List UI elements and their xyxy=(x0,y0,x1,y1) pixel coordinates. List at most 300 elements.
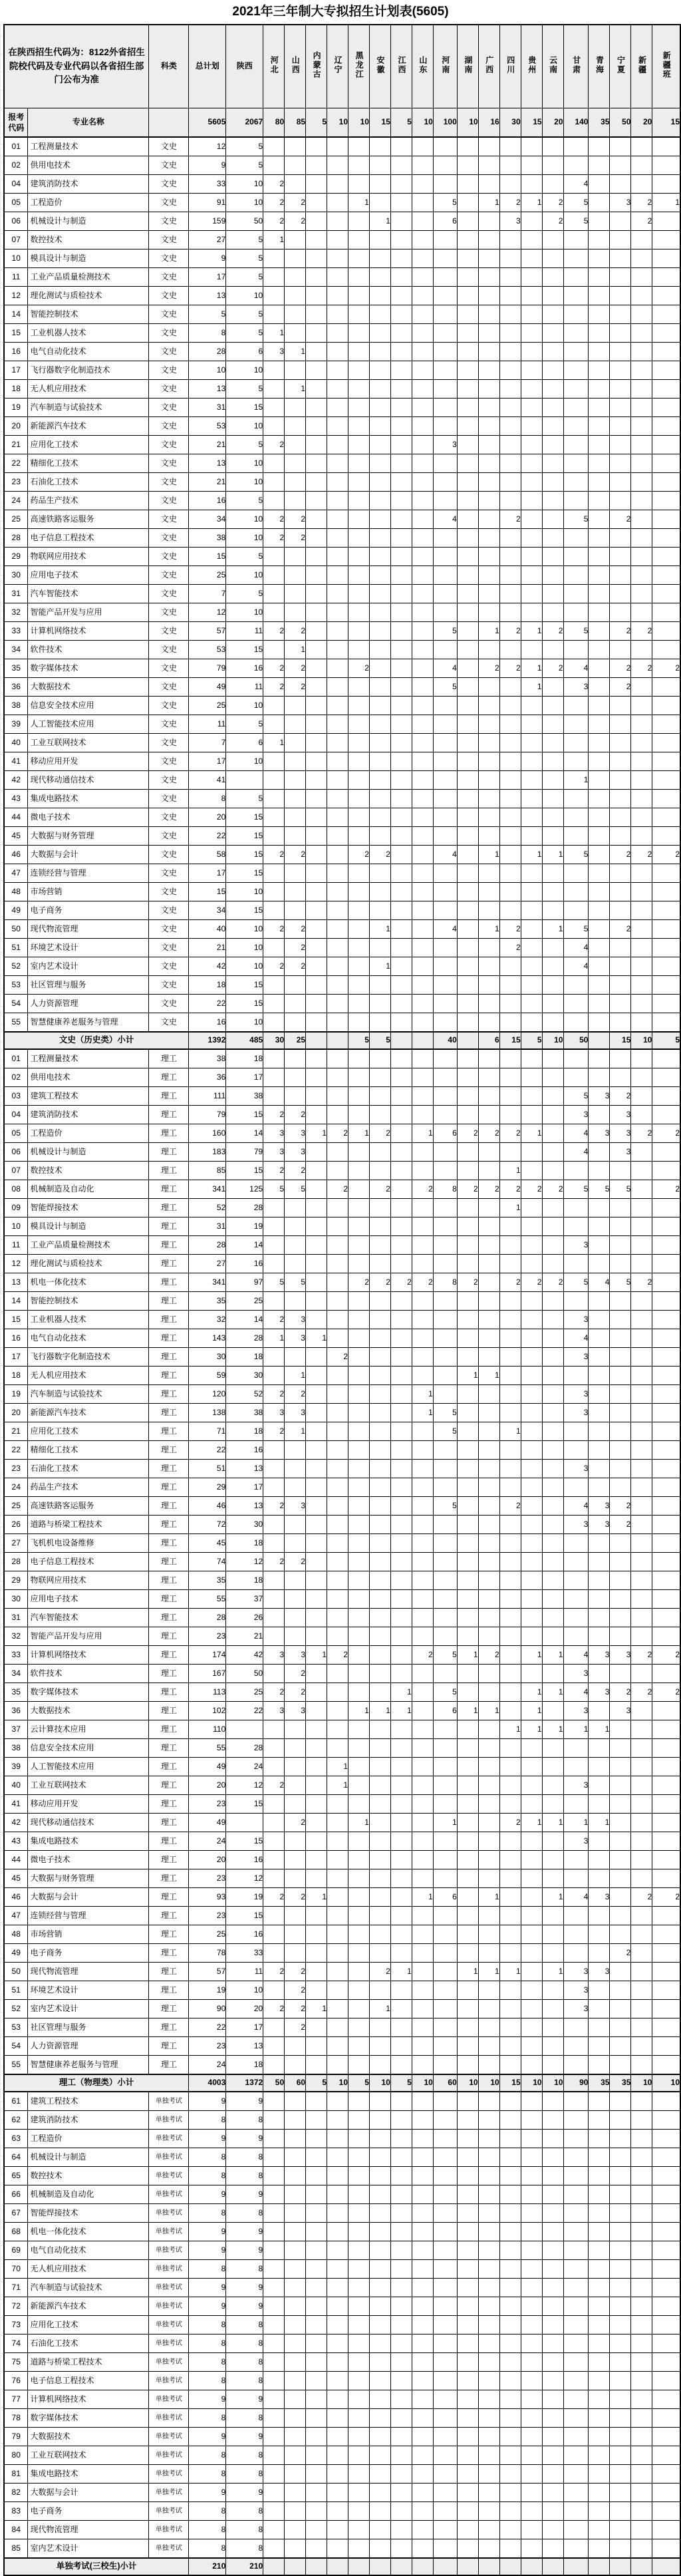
province-cell xyxy=(390,1907,412,1925)
province-cell xyxy=(327,2111,348,2130)
table-row xyxy=(4,1851,680,1869)
code-cell: 83 xyxy=(4,2502,28,2521)
province-cell: 1 xyxy=(589,1720,610,1739)
shaanxi-cell: 10 xyxy=(226,752,263,771)
province-cell xyxy=(412,939,433,957)
province-cell xyxy=(327,1907,348,1925)
province-cell xyxy=(263,2539,285,2559)
province-cell xyxy=(478,2446,499,2465)
province-cell xyxy=(369,883,390,901)
province-cell xyxy=(263,2279,285,2297)
major-cell: 移动应用开发 xyxy=(28,752,149,771)
province-cell xyxy=(327,1534,348,1553)
province-cell xyxy=(499,137,521,156)
province-cell xyxy=(369,1329,390,1348)
province-cell xyxy=(478,734,499,752)
province-cell xyxy=(563,715,589,734)
province-cell xyxy=(652,1255,680,1273)
province-cell xyxy=(478,2130,499,2148)
major-cell: 应用电子技术 xyxy=(28,566,149,585)
total-cell: 143 xyxy=(189,1329,226,1348)
category-cell: 理工 xyxy=(149,1534,189,1553)
province-cell xyxy=(521,2204,542,2223)
province-cell xyxy=(390,212,412,231)
province-cell xyxy=(457,585,478,603)
total-cell: 5 xyxy=(189,305,226,324)
province-cell xyxy=(631,1106,652,1124)
province-cell: 3 xyxy=(285,1311,306,1329)
province-header xyxy=(306,25,327,108)
major-cell: 模具设计与制造 xyxy=(28,249,149,268)
province-cell xyxy=(433,827,457,846)
province-cell xyxy=(306,1273,327,1292)
province-cell xyxy=(589,2353,610,2372)
province-cell: 3 xyxy=(589,1516,610,1534)
province-cell xyxy=(652,249,680,268)
province-cell xyxy=(563,343,589,361)
province-cell xyxy=(610,901,631,920)
province-cell xyxy=(631,2484,652,2502)
table-row xyxy=(4,2428,680,2446)
subtotal-province-cell: 30 xyxy=(263,1032,285,1049)
province-cell xyxy=(412,1106,433,1124)
province-cell xyxy=(457,883,478,901)
major-cell: 数字媒体技术 xyxy=(28,2409,149,2428)
province-cell xyxy=(499,1627,521,1646)
province-cell xyxy=(348,2484,370,2502)
province-cell xyxy=(263,976,285,995)
province-cell xyxy=(521,1348,542,1367)
province-cell xyxy=(306,1981,327,2000)
province-cell xyxy=(390,1609,412,1627)
province-cell xyxy=(542,1665,563,1683)
province-cell xyxy=(433,1292,457,1311)
province-cell xyxy=(412,361,433,380)
province-cell xyxy=(285,1348,306,1367)
province-cell: 2 xyxy=(369,1124,390,1143)
province-cell xyxy=(521,2130,542,2148)
code-cell: 41 xyxy=(4,752,28,771)
province-cell xyxy=(499,268,521,287)
province-cell xyxy=(306,2223,327,2241)
province-cell xyxy=(433,2037,457,2056)
shaanxi-cell: 16 xyxy=(226,1851,263,1869)
province-cell xyxy=(478,1143,499,1162)
province-cell xyxy=(631,343,652,361)
province-cell xyxy=(563,1739,589,1758)
major-cell: 高速铁路客运服务 xyxy=(28,1497,149,1516)
province-cell xyxy=(412,2316,433,2334)
province-header-label: 四川 xyxy=(505,56,515,75)
province-cell xyxy=(263,2297,285,2316)
province-header xyxy=(652,25,680,108)
province-cell xyxy=(369,1609,390,1627)
province-cell xyxy=(390,1590,412,1609)
province-cell xyxy=(369,1404,390,1422)
province-cell: 1 xyxy=(348,1124,370,1143)
table-row xyxy=(4,1925,680,1944)
province-cell xyxy=(263,268,285,287)
province-cell xyxy=(521,1236,542,1255)
province-cell xyxy=(589,2000,610,2018)
province-cell xyxy=(369,1478,390,1497)
province-cell xyxy=(348,380,370,399)
province-cell xyxy=(327,1553,348,1571)
province-cell xyxy=(457,1087,478,1106)
province-cell xyxy=(521,995,542,1013)
province-cell xyxy=(589,1143,610,1162)
province-cell xyxy=(542,1106,563,1124)
province-cell xyxy=(327,194,348,212)
province-cell xyxy=(499,771,521,790)
province-cell: 2 xyxy=(263,659,285,678)
province-cell xyxy=(327,2372,348,2390)
province-cell xyxy=(652,2037,680,2056)
province-cell xyxy=(652,2000,680,2018)
province-cell xyxy=(652,939,680,957)
province-cell xyxy=(348,641,370,659)
province-cell xyxy=(521,1497,542,1516)
province-cell xyxy=(542,864,563,883)
major-cell: 无人机应用技术 xyxy=(28,2260,149,2279)
province-cell xyxy=(478,156,499,175)
province-cell xyxy=(390,2409,412,2428)
major-cell: 现代移动通信技术 xyxy=(28,771,149,790)
province-cell xyxy=(499,827,521,846)
province-cell xyxy=(285,771,306,790)
table-row xyxy=(4,1888,680,1907)
province-cell xyxy=(412,2484,433,2502)
province-cell xyxy=(542,2465,563,2484)
province-cell: 2 xyxy=(610,1683,631,1702)
table-row xyxy=(4,212,680,231)
province-cell xyxy=(478,473,499,492)
province-cell: 1 xyxy=(521,1814,542,1832)
major-cell: 汽车制造与试验技术 xyxy=(28,399,149,417)
subtotal-shaanxi-cell: 485 xyxy=(226,1032,263,1049)
province-cell xyxy=(652,1441,680,1460)
shaanxi-cell: 5 xyxy=(226,324,263,343)
province-cell xyxy=(652,1516,680,1534)
province-cell xyxy=(412,1460,433,1478)
major-cell: 人工智能技术应用 xyxy=(28,715,149,734)
province-cell xyxy=(285,1627,306,1646)
province-cell xyxy=(306,175,327,194)
province-cell xyxy=(478,454,499,473)
province-cell xyxy=(652,1348,680,1367)
province-cell xyxy=(306,473,327,492)
category-cell: 文史 xyxy=(149,864,189,883)
table-body xyxy=(4,137,680,2575)
province-cell xyxy=(263,2446,285,2465)
province-cell xyxy=(542,1478,563,1497)
province-cell xyxy=(433,2390,457,2409)
province-cell xyxy=(390,361,412,380)
province-cell: 1 xyxy=(306,1646,327,1665)
table-row xyxy=(4,2521,680,2539)
province-cell xyxy=(306,1367,327,1385)
code-cell: 36 xyxy=(4,678,28,697)
province-cell xyxy=(306,417,327,436)
table-row xyxy=(4,1907,680,1925)
province-cell xyxy=(631,2428,652,2446)
province-cell xyxy=(589,1236,610,1255)
total-cell: 31 xyxy=(189,1217,226,1236)
total-cell: 55 xyxy=(189,1739,226,1758)
subtotal-province-cell xyxy=(263,2558,285,2575)
province-cell xyxy=(589,1739,610,1758)
province-cell xyxy=(589,566,610,585)
province-cell xyxy=(542,1516,563,1534)
province-cell xyxy=(631,1702,652,1720)
table-row xyxy=(4,343,680,361)
province-cell: 2 xyxy=(457,1180,478,1199)
province-cell xyxy=(652,585,680,603)
total-cell: 78 xyxy=(189,1944,226,1963)
code-cell: 10 xyxy=(4,1217,28,1236)
province-cell xyxy=(412,901,433,920)
province-cell xyxy=(589,752,610,771)
province-cell xyxy=(263,1627,285,1646)
province-cell xyxy=(631,1795,652,1814)
province-cell xyxy=(390,1124,412,1143)
province-cell xyxy=(369,1869,390,1888)
code-cell: 43 xyxy=(4,790,28,808)
province-cell xyxy=(542,1571,563,1590)
shaanxi-cell: 18 xyxy=(226,1571,263,1590)
province-cell xyxy=(263,2521,285,2539)
page-title: 2021年三年制大专拟招生计划表(5605) xyxy=(232,5,449,19)
province-cell xyxy=(610,1367,631,1385)
province-cell xyxy=(542,585,563,603)
subtotal-province-cell xyxy=(631,2558,652,2575)
province-cell xyxy=(542,1869,563,1888)
province-cell xyxy=(285,1925,306,1944)
province-cell xyxy=(369,1795,390,1814)
province-cell xyxy=(369,268,390,287)
province-cell xyxy=(306,2484,327,2502)
province-cell xyxy=(263,2092,285,2111)
province-cell xyxy=(306,2185,327,2204)
province-cell xyxy=(499,846,521,864)
province-cell xyxy=(348,1478,370,1497)
province-cell xyxy=(327,343,348,361)
code-cell: 15 xyxy=(4,1311,28,1329)
province-cell xyxy=(390,827,412,846)
province-cell xyxy=(327,1702,348,1720)
province-cell xyxy=(610,1553,631,1571)
subtotal-province-cell: 50 xyxy=(263,2074,285,2092)
category-cell: 文史 xyxy=(149,697,189,715)
shaanxi-cell: 5 xyxy=(226,231,263,249)
category-cell: 理工 xyxy=(149,1068,189,1087)
province-cell xyxy=(327,2484,348,2502)
province-cell xyxy=(631,2148,652,2167)
province-cell xyxy=(521,1441,542,1460)
category-cell: 文史 xyxy=(149,678,189,697)
province-cell xyxy=(285,1795,306,1814)
total-cell: 20 xyxy=(189,808,226,827)
category-cell: 文史 xyxy=(149,492,189,510)
province-cell xyxy=(348,417,370,436)
province-cell xyxy=(457,361,478,380)
province-cell xyxy=(412,324,433,343)
province-cell xyxy=(390,1869,412,1888)
province-cell xyxy=(589,622,610,641)
province-cell xyxy=(285,2223,306,2241)
province-cell xyxy=(433,1199,457,1217)
province-cell xyxy=(499,790,521,808)
province-cell xyxy=(631,454,652,473)
province-cell xyxy=(390,1311,412,1329)
province-cell xyxy=(652,883,680,901)
province-cell xyxy=(499,808,521,827)
subtotal-province-cell: 10 xyxy=(652,2074,680,2092)
shaanxi-cell: 22 xyxy=(226,1702,263,1720)
province-cell xyxy=(433,1571,457,1590)
table-row xyxy=(4,454,680,473)
province-cell xyxy=(478,901,499,920)
province-cell xyxy=(390,2484,412,2502)
province-cell xyxy=(631,1944,652,1963)
province-cell xyxy=(589,399,610,417)
province-cell xyxy=(263,548,285,566)
province-cell: 1 xyxy=(457,1367,478,1385)
province-cell xyxy=(542,2111,563,2130)
province-cell: 1 xyxy=(306,2000,327,2018)
shaanxi-cell: 15 xyxy=(226,641,263,659)
province-cell xyxy=(306,864,327,883)
province-cell xyxy=(457,2465,478,2484)
province-cell xyxy=(327,2502,348,2521)
category-cell: 理工 xyxy=(149,1441,189,1460)
province-cell xyxy=(457,436,478,454)
code-cell: 31 xyxy=(4,585,28,603)
province-cell xyxy=(631,1627,652,1646)
major-cell: 工业机器人技术 xyxy=(28,324,149,343)
province-cell xyxy=(610,1460,631,1478)
province-cell xyxy=(478,1720,499,1739)
table-row xyxy=(4,2446,680,2465)
province-cell xyxy=(369,156,390,175)
province-cell xyxy=(412,473,433,492)
province-cell: 1 xyxy=(263,324,285,343)
province-cell: 1 xyxy=(369,957,390,976)
province-cell xyxy=(610,231,631,249)
table-row xyxy=(4,1944,680,1963)
category-cell: 理工 xyxy=(149,1497,189,1516)
category-cell: 理工 xyxy=(149,1516,189,1534)
province-cell xyxy=(390,1795,412,1814)
major-cell: 精细化工技术 xyxy=(28,1441,149,1460)
province-cell xyxy=(412,2446,433,2465)
province-cell xyxy=(610,995,631,1013)
province-cell xyxy=(542,324,563,343)
province-cell xyxy=(327,1404,348,1422)
province-cell xyxy=(499,2223,521,2241)
shaanxi-cell: 38 xyxy=(226,1404,263,1422)
subtotal-province-cell: 10 xyxy=(478,2074,499,2092)
province-cell xyxy=(499,324,521,343)
province-cell: 2 xyxy=(285,529,306,548)
subtotal-province-cell: 60 xyxy=(433,2074,457,2092)
code-cell: 21 xyxy=(4,436,28,454)
code-cell: 09 xyxy=(4,1199,28,1217)
province-cell xyxy=(631,417,652,436)
major-cell: 机电一体化技术 xyxy=(28,1273,149,1292)
province-cell xyxy=(327,2390,348,2409)
shaanxi-cell: 9 xyxy=(226,2130,263,2148)
province-cell xyxy=(610,2428,631,2446)
province-cell xyxy=(652,1422,680,1441)
province-cell xyxy=(542,1981,563,2000)
province-cell xyxy=(433,1329,457,1348)
province-cell xyxy=(433,883,457,901)
category-cell: 理工 xyxy=(149,1236,189,1255)
shaanxi-cell: 79 xyxy=(226,1143,263,1162)
province-cell xyxy=(433,1627,457,1646)
category-cell: 文史 xyxy=(149,529,189,548)
total-cell: 27 xyxy=(189,231,226,249)
province-cell xyxy=(542,492,563,510)
province-cell xyxy=(542,883,563,901)
province-header-label: 新疆班 xyxy=(662,51,672,80)
category-cell: 文史 xyxy=(149,752,189,771)
total-cell: 113 xyxy=(189,1683,226,1702)
province-cell xyxy=(631,156,652,175)
province-cell xyxy=(306,1590,327,1609)
province-cell xyxy=(348,2297,370,2316)
province-cell: 1 xyxy=(348,1814,370,1832)
province-cell xyxy=(563,492,589,510)
major-cell: 物联网应用技术 xyxy=(28,548,149,566)
province-cell xyxy=(542,827,563,846)
province-cell xyxy=(521,2316,542,2334)
province-cell xyxy=(499,1329,521,1348)
table-row xyxy=(4,1217,680,1236)
shaanxi-cell: 97 xyxy=(226,1273,263,1292)
province-cell xyxy=(521,1665,542,1683)
major-cell: 理化测试与质检技术 xyxy=(28,1255,149,1273)
category-cell: 文史 xyxy=(149,883,189,901)
province-cell xyxy=(412,2241,433,2260)
province-cell xyxy=(348,1087,370,1106)
province-cell xyxy=(631,1217,652,1236)
province-header-label: 广西 xyxy=(484,56,494,75)
total-cell: 341 xyxy=(189,1180,226,1199)
province-cell xyxy=(412,2260,433,2279)
province-cell xyxy=(285,2390,306,2409)
province-cell xyxy=(652,1814,680,1832)
province-cell xyxy=(457,1832,478,1851)
category-cell: 理工 xyxy=(149,1963,189,1981)
province-cell xyxy=(499,641,521,659)
province-cell xyxy=(542,2260,563,2279)
province-cell xyxy=(433,2502,457,2521)
province-cell xyxy=(433,1385,457,1404)
province-cell xyxy=(521,1068,542,1087)
province-cell xyxy=(457,249,478,268)
code-cell: 54 xyxy=(4,2037,28,2056)
code-cell: 40 xyxy=(4,734,28,752)
province-cell xyxy=(521,2018,542,2037)
province-cell xyxy=(327,1013,348,1033)
province-cell xyxy=(631,529,652,548)
province-cell: 4 xyxy=(589,1273,610,1292)
grand-province-cell: 85 xyxy=(285,108,306,138)
province-cell xyxy=(390,1441,412,1460)
major-cell: 药品生产技术 xyxy=(28,1478,149,1497)
